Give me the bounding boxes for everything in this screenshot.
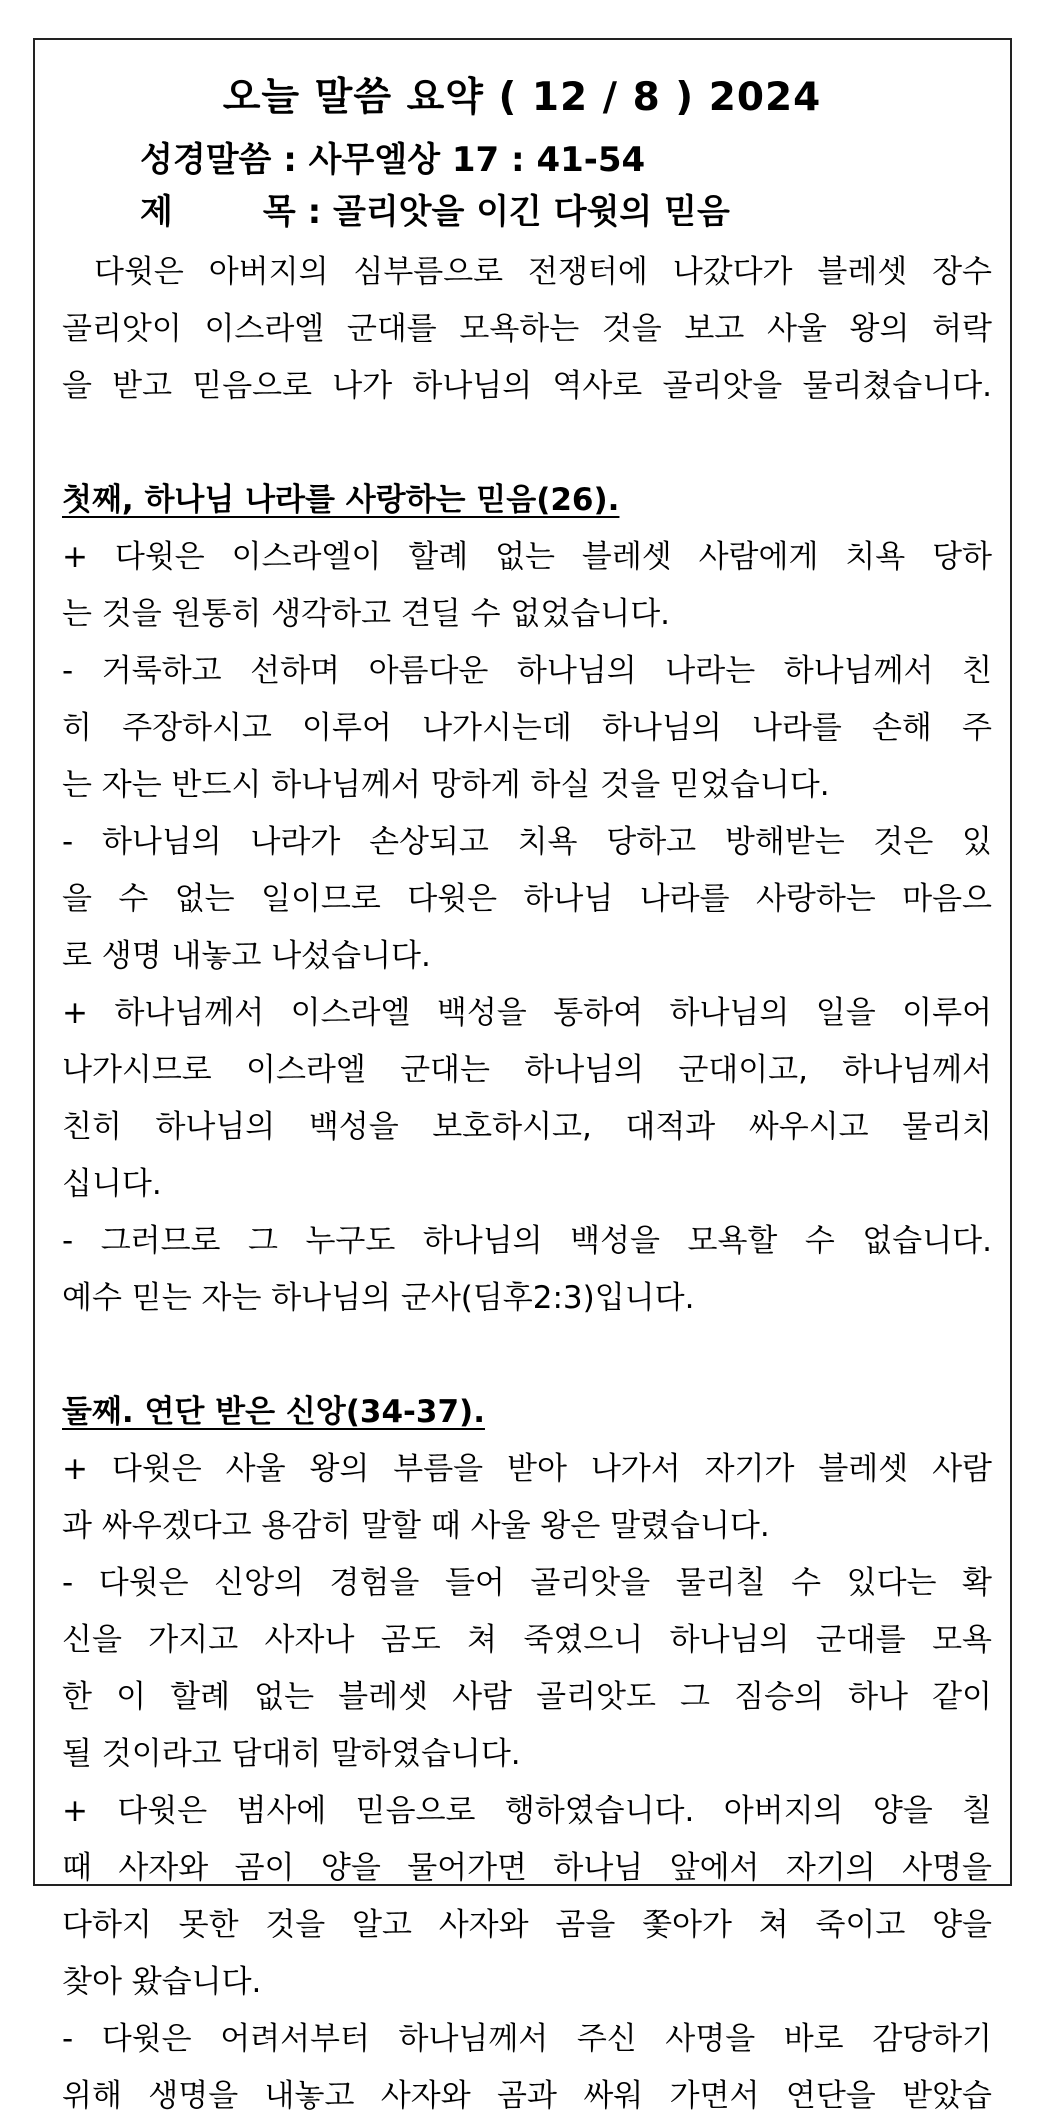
body-line: 히 주장하시고 이루어 나가시는데 하나님의 나라를 손해 주	[62, 710, 992, 746]
body-line: - 하나님의 나라가 손상되고 치욕 당하고 방해받는 것은 있	[62, 824, 992, 860]
body-line: - 다윗은 신앙의 경험을 들어 골리앗을 물리칠 수 있다는 확	[62, 1565, 992, 1601]
body-line: + 하나님께서 이스라엘 백성을 통하여 하나님의 일을 이루어	[62, 995, 992, 1031]
body-line: - 그러므로 그 누구도 하나님의 백성을 모욕할 수 없습니다.	[62, 1223, 992, 1259]
body-line: 다하지 못한 것을 알고 사자와 곰을 쫓아가 쳐 죽이고 양을	[62, 1907, 992, 1943]
body-line: + 다윗은 사울 왕의 부름을 받아 나가서 자기가 블레셋 사람	[62, 1451, 992, 1487]
body-line: 찾아 왔습니다.	[62, 1964, 262, 2000]
page-title: 오늘 말씀 요약 ( 12 / 8 ) 2024	[222, 75, 822, 120]
body-line: 나가시므로 이스라엘 군대는 하나님의 군대이고, 하나님께서	[62, 1052, 992, 1088]
body-line: 십니다.	[62, 1166, 162, 1202]
body-line: 로 생명 내놓고 나섰습니다.	[62, 938, 431, 974]
body-line: - 다윗은 어려서부터 하나님께서 주신 사명을 바로 감당하기	[62, 2021, 992, 2057]
intro-line: 골리앗이 이스라엘 군대를 모욕하는 것을 보고 사울 왕의 허락	[62, 311, 992, 347]
scripture-reference	[140, 132, 645, 181]
body-line: 을 수 없는 일이므로 다윗은 하나님 나라를 사랑하는 마음으	[62, 881, 992, 917]
body-line: 는 자는 반드시 하나님께서 망하게 하실 것을 믿었습니다.	[62, 767, 830, 803]
subject-value: : 골리앗을 이긴 다윗의 믿음	[307, 192, 730, 232]
section-heading-1: 첫째, 하나님 나라를 사랑하는 믿음(26).	[62, 482, 620, 518]
body-line: + 다윗은 이스라엘이 할례 없는 블레셋 사람에게 치욕 당하	[62, 539, 992, 575]
section-heading-2: 둘째. 연단 받은 신앙(34-37).	[62, 1394, 485, 1430]
scripture-value: : 사무엘상 17 : 41-54	[283, 140, 646, 180]
scripture-label: 성경말씀	[140, 140, 272, 180]
intro-line: 을 받고 믿음으로 나가 하나님의 역사로 골리앗을 물리쳤습니다.	[62, 368, 992, 404]
body-line: 신을 가지고 사자나 곰도 쳐 죽였으니 하나님의 군대를 모욕	[62, 1622, 992, 1658]
body-line: 때 사자와 곰이 양을 물어가면 하나님 앞에서 자기의 사명을	[62, 1850, 992, 1886]
body-line: - 거룩하고 선하며 아름다운 하나님의 나라는 하나님께서 친	[62, 653, 992, 689]
body-line: 과 싸우겠다고 용감히 말할 때 사울 왕은 말렸습니다.	[62, 1508, 770, 1544]
intro-line: 다윗은 아버지의 심부름으로 전쟁터에 나갔다가 블레셋 장수	[94, 254, 992, 290]
body-line: 될 것이라고 담대히 말하였습니다.	[62, 1736, 521, 1772]
body-line: 친히 하나님의 백성을 보호하시고, 대적과 싸우시고 물리치	[62, 1109, 992, 1145]
sermon-body	[62, 244, 992, 2125]
sermon-subject	[140, 184, 730, 233]
body-line: 예수 믿는 자는 하나님의 군사(딤후2:3)입니다.	[62, 1280, 695, 1316]
subject-label-2: 목	[262, 192, 296, 232]
subject-label-1: 제	[140, 192, 173, 232]
body-line: 는 것을 원통히 생각하고 견딜 수 없었습니다.	[62, 596, 671, 632]
body-line: + 다윗은 범사에 믿음으로 행하였습니다. 아버지의 양을 칠	[62, 1793, 993, 1829]
body-line: 위해 생명을 내놓고 사자와 곰과 싸워 가면서 연단을 받았습	[62, 2078, 992, 2114]
body-line: 한 이 할례 없는 블레셋 사람 골리앗도 그 짐승의 하나 같이	[62, 1679, 992, 1715]
